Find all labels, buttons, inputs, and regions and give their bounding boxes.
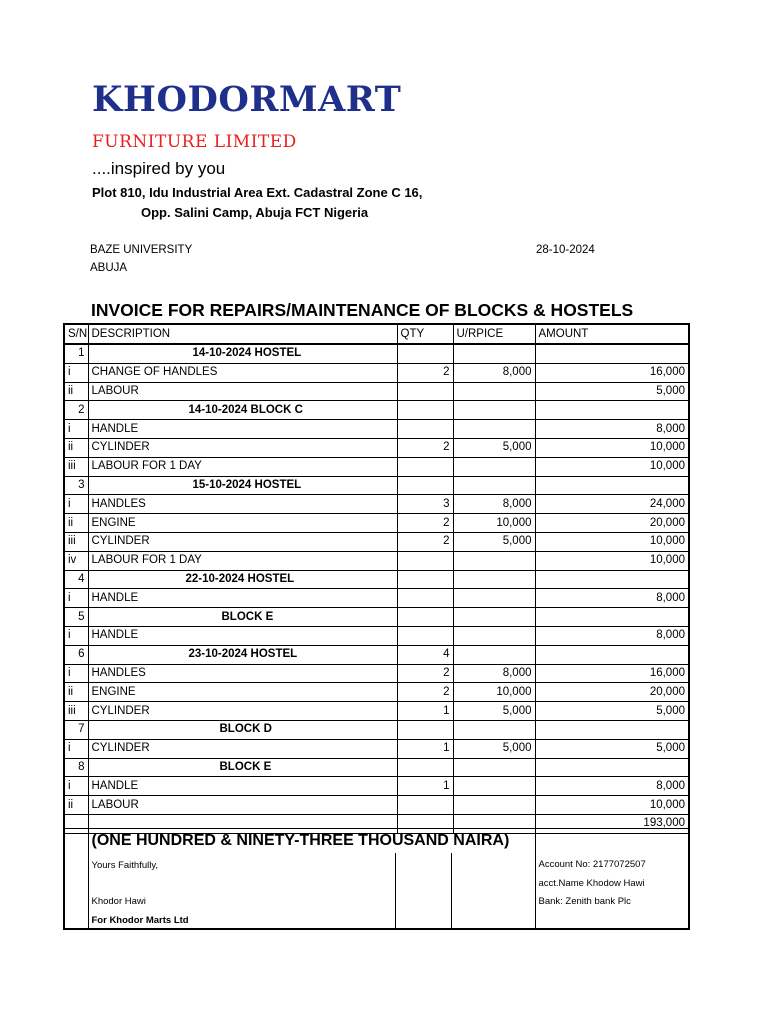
cell-qty xyxy=(397,420,453,439)
cell-sn: i xyxy=(64,739,88,758)
cell-qty xyxy=(397,570,453,589)
cell-description: HANDLES xyxy=(88,495,397,514)
cell-amount: 20,000 xyxy=(535,514,689,533)
cell-amount: 10,000 xyxy=(535,457,689,476)
company-tagline: ....inspired by you xyxy=(92,159,226,178)
cell-sn: iv xyxy=(64,551,88,570)
bank-name: Bank: Zenith bank Plc xyxy=(538,896,631,907)
table-row xyxy=(64,626,689,645)
cell-amount: 24,000 xyxy=(535,495,689,514)
cell-description: HANDLE xyxy=(88,589,397,608)
cell-price: 8,000 xyxy=(453,664,535,683)
section-row xyxy=(64,344,689,363)
table-row xyxy=(64,739,689,758)
table-header-row xyxy=(64,324,689,344)
cell-amount: 10,000 xyxy=(535,532,689,551)
cell-price xyxy=(453,551,535,570)
cell-qty xyxy=(397,608,453,627)
header-price: U/RPICE xyxy=(453,324,535,344)
header-description: DESCRIPTION xyxy=(88,324,397,344)
cell-sn: ii xyxy=(64,438,88,457)
cell-amount xyxy=(535,720,689,739)
cell-description: 22-10-2024 HOSTEL xyxy=(88,570,397,589)
header-sn: S/N xyxy=(64,324,88,344)
invoice-date: 28-10-2024 xyxy=(536,244,595,256)
cell-amount: 8,000 xyxy=(535,626,689,645)
cell-qty: 2 xyxy=(397,664,453,683)
customer-city: ABUJA xyxy=(90,262,128,274)
cell-sn: 7 xyxy=(64,720,88,739)
cell-description: HANDLE xyxy=(88,626,397,645)
cell-amount: 10,000 xyxy=(535,796,689,815)
cell-description: 15-10-2024 HOSTEL xyxy=(88,476,397,495)
company-subtitle: FURNITURE LIMITED xyxy=(92,132,297,152)
table-row xyxy=(64,438,689,457)
cell-amount xyxy=(535,401,689,420)
section-row xyxy=(64,608,689,627)
table-row xyxy=(64,777,689,796)
qty-divider xyxy=(395,853,396,928)
cell-qty: 2 xyxy=(397,438,453,457)
cell-amount: 8,000 xyxy=(535,589,689,608)
signatory-name: Khodor Hawi xyxy=(91,896,146,907)
cell-description: 14-10-2024 BLOCK C xyxy=(88,401,397,420)
cell-qty: 4 xyxy=(397,645,453,664)
cell-sn: 8 xyxy=(64,758,88,777)
cell-amount: 16,000 xyxy=(535,664,689,683)
cell-qty xyxy=(397,401,453,420)
cell-price xyxy=(453,570,535,589)
cell-sn: 3 xyxy=(64,476,88,495)
price-divider xyxy=(451,853,452,928)
cell-sn: i xyxy=(64,420,88,439)
customer-name: BAZE UNIVERSITY xyxy=(90,244,193,256)
cell-amount: 10,000 xyxy=(535,438,689,457)
cell-sn: iii xyxy=(64,702,88,721)
table-row xyxy=(64,382,689,401)
bank-account-name: acct.Name Khodow Hawi xyxy=(538,877,645,889)
cell-description: LABOUR FOR 1 DAY xyxy=(88,551,397,570)
cell-price xyxy=(453,382,535,401)
cell-amount: 5,000 xyxy=(535,382,689,401)
cell-sn: ii xyxy=(64,683,88,702)
cell-price: 5,000 xyxy=(453,739,535,758)
cell-qty xyxy=(397,457,453,476)
cell-price: 5,000 xyxy=(453,532,535,551)
cell-description: CYLINDER xyxy=(88,438,397,457)
cell-price xyxy=(453,645,535,664)
cell-qty: 2 xyxy=(397,514,453,533)
cell-sn: i xyxy=(64,777,88,796)
cell-price xyxy=(453,589,535,608)
cell-price xyxy=(453,344,535,363)
cell-sn: i xyxy=(64,363,88,382)
closing-text: Yours Faithfully, xyxy=(91,860,159,871)
cell-price xyxy=(453,401,535,420)
cell-qty xyxy=(397,476,453,495)
table-row xyxy=(64,532,689,551)
footer-row xyxy=(64,829,689,930)
cell-price: 8,000 xyxy=(453,495,535,514)
cell-description: 23-10-2024 HOSTEL xyxy=(88,645,397,664)
cell-qty xyxy=(397,551,453,570)
table-row xyxy=(64,420,689,439)
cell-price xyxy=(453,608,535,627)
cell-sn: i xyxy=(64,495,88,514)
cell-qty xyxy=(397,758,453,777)
footer-sn-cell xyxy=(64,829,88,930)
cell-price: 5,000 xyxy=(453,438,535,457)
section-row xyxy=(64,720,689,739)
cell-description: HANDLES xyxy=(88,664,397,683)
cell-price: 8,000 xyxy=(453,363,535,382)
cell-description: BLOCK E xyxy=(88,608,397,627)
cell-qty: 3 xyxy=(397,495,453,514)
cell-amount: 10,000 xyxy=(535,551,689,570)
header-amount: AMOUNT xyxy=(535,324,689,344)
cell-sn: 6 xyxy=(64,645,88,664)
bank-account-no: Account No: 2177072507 xyxy=(538,859,646,870)
cell-qty: 1 xyxy=(397,739,453,758)
invoice-table xyxy=(63,323,690,834)
cell-description: BLOCK E xyxy=(88,758,397,777)
cell-amount: 193,000 xyxy=(535,814,689,833)
cell-qty: 2 xyxy=(397,532,453,551)
cell-amount xyxy=(535,758,689,777)
cell-amount xyxy=(535,570,689,589)
cell-qty xyxy=(397,796,453,815)
company-address-line1: Plot 810, Idu Industrial Area Ext. Cadastral Zone C 16, xyxy=(92,185,423,200)
cell-sn: 4 xyxy=(64,570,88,589)
footer-left-cell xyxy=(88,829,535,930)
cell-amount xyxy=(535,645,689,664)
cell-amount xyxy=(535,344,689,363)
cell-sn: iii xyxy=(64,532,88,551)
cell-amount xyxy=(535,476,689,495)
table-row xyxy=(64,495,689,514)
cell-price: 5,000 xyxy=(453,702,535,721)
cell-sn: i xyxy=(64,589,88,608)
cell-qty: 2 xyxy=(397,683,453,702)
signatory-company: For Khodor Marts Ltd xyxy=(91,915,189,926)
cell-sn: i xyxy=(64,626,88,645)
invoice-footer xyxy=(63,828,690,930)
cell-price xyxy=(453,758,535,777)
cell-description: LABOUR xyxy=(88,382,397,401)
table-row xyxy=(64,551,689,570)
cell-sn: ii xyxy=(64,514,88,533)
cell-price: 10,000 xyxy=(453,683,535,702)
cell-price xyxy=(453,796,535,815)
table-row xyxy=(64,796,689,815)
cell-amount xyxy=(535,608,689,627)
cell-description: CHANGE OF HANDLES xyxy=(88,363,397,382)
cell-description: CYLINDER xyxy=(88,739,397,758)
section-row xyxy=(64,401,689,420)
section-row xyxy=(64,645,689,664)
invoice-title: INVOICE FOR REPAIRS/MAINTENANCE OF BLOCKS & HOSTELS xyxy=(91,300,634,320)
table-row xyxy=(64,683,689,702)
cell-description: BLOCK D xyxy=(88,720,397,739)
cell-qty xyxy=(397,589,453,608)
cell-qty xyxy=(397,720,453,739)
table-row xyxy=(64,702,689,721)
section-row xyxy=(64,758,689,777)
cell-amount: 16,000 xyxy=(535,363,689,382)
cell-price xyxy=(453,720,535,739)
amount-in-words: (ONE HUNDRED & NINETY-THREE THOUSAND NAIRA) xyxy=(91,832,510,849)
cell-sn: 5 xyxy=(64,608,88,627)
cell-description: 14-10-2024 HOSTEL xyxy=(88,344,397,363)
company-name: KHODORMART xyxy=(92,79,402,120)
cell-price xyxy=(453,476,535,495)
cell-price xyxy=(453,777,535,796)
cell-sn: i xyxy=(64,664,88,683)
cell-amount: 20,000 xyxy=(535,683,689,702)
table-row xyxy=(64,514,689,533)
cell-amount: 8,000 xyxy=(535,420,689,439)
cell-description: HANDLE xyxy=(88,420,397,439)
cell-sn: ii xyxy=(64,382,88,401)
cell-description: HANDLE xyxy=(88,777,397,796)
table-row xyxy=(64,589,689,608)
cell-sn: 1 xyxy=(64,344,88,363)
section-row xyxy=(64,476,689,495)
cell-description: ENGINE xyxy=(88,514,397,533)
cell-price: 10,000 xyxy=(453,514,535,533)
table-row xyxy=(64,664,689,683)
cell-amount: 5,000 xyxy=(535,739,689,758)
cell-description: ENGINE xyxy=(88,683,397,702)
bank-details-cell xyxy=(535,829,689,930)
cell-price xyxy=(453,420,535,439)
cell-amount: 8,000 xyxy=(535,777,689,796)
cell-description: LABOUR FOR 1 DAY xyxy=(88,457,397,476)
cell-description: LABOUR xyxy=(88,796,397,815)
cell-qty xyxy=(397,382,453,401)
cell-description: CYLINDER xyxy=(88,532,397,551)
cell-sn: ii xyxy=(64,796,88,815)
cell-price xyxy=(453,626,535,645)
cell-amount: 5,000 xyxy=(535,702,689,721)
table-row xyxy=(64,457,689,476)
cell-qty: 1 xyxy=(397,702,453,721)
table-row xyxy=(64,363,689,382)
cell-sn: iii xyxy=(64,457,88,476)
cell-qty: 2 xyxy=(397,363,453,382)
header-qty: QTY xyxy=(397,324,453,344)
cell-price xyxy=(453,457,535,476)
company-address-line2: Opp. Salini Camp, Abuja FCT Nigeria xyxy=(141,205,369,220)
cell-qty: 1 xyxy=(397,777,453,796)
cell-sn: 2 xyxy=(64,401,88,420)
cell-description: CYLINDER xyxy=(88,702,397,721)
cell-qty xyxy=(397,344,453,363)
section-row xyxy=(64,570,689,589)
cell-qty xyxy=(397,626,453,645)
table-body xyxy=(64,344,689,833)
